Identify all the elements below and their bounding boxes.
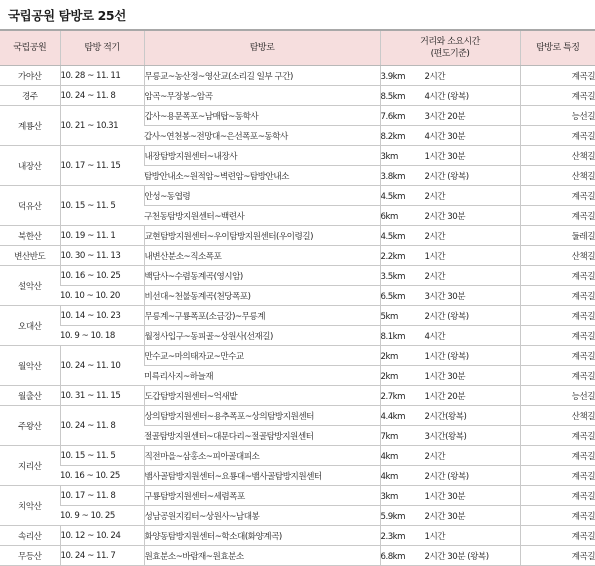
table-row	[0, 186, 595, 206]
distance-cell	[380, 506, 520, 526]
feature-cell: 계곡길	[520, 426, 595, 446]
distance-cell	[380, 446, 520, 466]
distance-km: 3.8km	[380, 171, 406, 182]
duration-time: 1시간 30분	[424, 371, 466, 382]
distance-km: 2km	[380, 371, 398, 382]
trail-table	[0, 31, 595, 566]
duration-time: 2시간 (왕복)	[424, 311, 469, 322]
period-cell: 10. 15 ~ 11. 5	[60, 446, 144, 466]
distance-cell	[380, 166, 520, 186]
distance-cell	[380, 366, 520, 386]
park-name-cell: 오대산	[0, 306, 60, 346]
period-cell: 10. 21 ~ 10.31	[60, 106, 144, 146]
distance-cell	[380, 486, 520, 506]
distance-km: 2.3km	[380, 531, 406, 542]
table-row	[0, 226, 595, 246]
table-row	[0, 446, 595, 466]
feature-cell: 계곡길	[520, 86, 595, 106]
distance-km: 4.4km	[380, 411, 406, 422]
route-cell: 내장탐방지원센터~내장사	[144, 146, 380, 166]
distance-cell	[380, 306, 520, 326]
distance-km: 4.5km	[380, 191, 406, 202]
route-cell: 무릉계~구룡폭포(소금강)~무릉계	[144, 306, 380, 326]
distance-cell	[380, 186, 520, 206]
distance-km: 6km	[380, 211, 398, 222]
distance-km: 8.2km	[380, 131, 406, 142]
duration-time: 3시간 20분	[424, 111, 466, 122]
distance-km: 7.6km	[380, 111, 406, 122]
route-cell: 성남공원지킴터~상원사~남대봉	[144, 506, 380, 526]
duration-time: 4시간 (왕복)	[424, 91, 469, 102]
park-name-cell: 월악산	[0, 346, 60, 386]
distance-km: 8.5km	[380, 91, 406, 102]
distance-cell	[380, 346, 520, 366]
feature-cell: 계곡길	[520, 546, 595, 566]
route-cell: 무릉교~농산정~영산교(소리길 일부 구간)	[144, 66, 380, 86]
distance-km: 2km	[380, 351, 398, 362]
feature-cell: 능선길	[520, 386, 595, 406]
route-cell: 갑사~연천봉~전망대~은선폭포~동학사	[144, 126, 380, 146]
feature-cell: 계곡길	[520, 266, 595, 286]
distance-km: 3km	[380, 151, 398, 162]
distance-cell	[380, 466, 520, 486]
route-cell: 상의탐방지원센터~용추폭포~상의탐방지원센터	[144, 406, 380, 426]
table-row	[0, 66, 595, 86]
duration-time: 2시간 30분 (왕복)	[424, 551, 489, 562]
park-name-cell: 치악산	[0, 486, 60, 526]
park-name-cell: 주왕산	[0, 406, 60, 446]
period-cell: 10. 19 ~ 11. 1	[60, 226, 144, 246]
distance-km: 3km	[380, 491, 398, 502]
route-cell: 탐방안내소~원적암~벽련암~탐방안내소	[144, 166, 380, 186]
route-cell: 원효분소~바람재~원효분소	[144, 546, 380, 566]
header-distance-line2: (편도기준)	[430, 49, 470, 59]
distance-cell	[380, 246, 520, 266]
table-row	[0, 466, 595, 486]
feature-cell: 계곡길	[520, 466, 595, 486]
park-name-cell: 설악산	[0, 266, 60, 306]
duration-time: 2시간	[424, 71, 446, 82]
period-cell: 10. 24 ~ 11. 10	[60, 346, 144, 386]
duration-time: 1시간 30분	[424, 491, 466, 502]
table-row	[0, 506, 595, 526]
period-cell: 10. 28 ~ 11. 11	[60, 66, 144, 86]
period-cell: 10. 10 ~ 10. 20	[60, 286, 144, 306]
distance-km: 5.9km	[380, 511, 406, 522]
feature-cell: 계곡길	[520, 286, 595, 306]
period-cell: 10. 24 ~ 11. 8	[60, 406, 144, 446]
park-name-cell: 내장산	[0, 146, 60, 186]
feature-cell: 계곡길	[520, 206, 595, 226]
duration-time: 1시간 30분	[424, 151, 466, 162]
feature-cell: 계곡길	[520, 346, 595, 366]
feature-cell: 둘레길	[520, 226, 595, 246]
feature-cell: 계곡길	[520, 366, 595, 386]
distance-km: 6.5km	[380, 291, 406, 302]
period-cell: 10. 9 ~ 10. 25	[60, 506, 144, 526]
period-cell: 10. 17 ~ 11. 15	[60, 146, 144, 186]
duration-time: 4시간	[424, 331, 446, 342]
header-distance	[380, 31, 520, 66]
route-cell: 안성~동엽령	[144, 186, 380, 206]
distance-km: 5km	[380, 311, 398, 322]
distance-km: 8.1km	[380, 331, 406, 342]
duration-time: 2시간	[424, 231, 446, 242]
route-cell: 비선대~천불동계곡(천당폭포)	[144, 286, 380, 306]
distance-cell	[380, 526, 520, 546]
park-name-cell: 지리산	[0, 446, 60, 486]
duration-time: 1시간 (왕복)	[424, 351, 469, 362]
feature-cell: 계곡길	[520, 506, 595, 526]
park-name-cell: 북한산	[0, 226, 60, 246]
park-name-cell: 덕유산	[0, 186, 60, 226]
period-cell: 10. 14 ~ 10. 23	[60, 306, 144, 326]
feature-cell: 계곡길	[520, 326, 595, 346]
feature-cell: 산책길	[520, 146, 595, 166]
distance-cell	[380, 406, 520, 426]
feature-cell: 산책길	[520, 406, 595, 426]
duration-time: 1시간	[424, 251, 446, 262]
distance-cell	[380, 286, 520, 306]
park-name-cell: 가야산	[0, 66, 60, 86]
table-row	[0, 266, 595, 286]
duration-time: 1시간 20분	[424, 391, 466, 402]
distance-km: 2.2km	[380, 251, 406, 262]
route-cell: 교현탐방지원센터~우이탐방지원센터(우이령길)	[144, 226, 380, 246]
distance-km: 6.8km	[380, 551, 406, 562]
table-header-row	[0, 31, 595, 66]
route-cell: 뱀사골탐방지원센터~요룡대~뱀사골탐방지원센터	[144, 466, 380, 486]
period-cell: 10. 30 ~ 11. 13	[60, 246, 144, 266]
duration-time: 2시간	[424, 191, 446, 202]
distance-cell	[380, 126, 520, 146]
distance-cell	[380, 386, 520, 406]
route-cell: 암곡~무장봉~암곡	[144, 86, 380, 106]
feature-cell: 계곡길	[520, 526, 595, 546]
period-cell: 10. 9 ~ 10. 18	[60, 326, 144, 346]
park-name-cell: 경주	[0, 86, 60, 106]
duration-time: 2시간	[424, 451, 446, 462]
route-cell: 내변산분소~직소폭포	[144, 246, 380, 266]
header-feature: 탐방로 특징	[520, 31, 595, 66]
table-row	[0, 346, 595, 366]
distance-cell	[380, 546, 520, 566]
route-cell: 구천동탐방지원센터~백련사	[144, 206, 380, 226]
park-name-cell: 월출산	[0, 386, 60, 406]
duration-time: 4시간 30분	[424, 131, 466, 142]
distance-cell	[380, 146, 520, 166]
route-cell: 구룡탐방지원센터~세렴폭포	[144, 486, 380, 506]
distance-cell	[380, 266, 520, 286]
header-park: 국립공원	[0, 31, 60, 66]
distance-km: 2.7km	[380, 391, 406, 402]
table-row	[0, 546, 595, 566]
page-title: 국립공원 탐방로 25선	[8, 8, 126, 23]
park-name-cell: 속리산	[0, 526, 60, 546]
park-name-cell: 무등산	[0, 546, 60, 566]
route-cell: 월정사입구~동피골~상원사(선재길)	[144, 326, 380, 346]
route-cell: 미륵리사지~하늘재	[144, 366, 380, 386]
park-name-cell: 계룡산	[0, 106, 60, 146]
distance-km: 4km	[380, 451, 398, 462]
header-period: 탐방 적기	[60, 31, 144, 66]
distance-cell	[380, 86, 520, 106]
distance-cell	[380, 106, 520, 126]
period-cell: 10. 24 ~ 11. 8	[60, 86, 144, 106]
table-row	[0, 526, 595, 546]
distance-cell	[380, 66, 520, 86]
feature-cell: 계곡길	[520, 486, 595, 506]
header-route: 탐방로	[144, 31, 380, 66]
distance-km: 4.5km	[380, 231, 406, 242]
duration-time: 2시간 (왕복)	[424, 471, 469, 482]
distance-km: 7km	[380, 431, 398, 442]
period-cell: 10. 15 ~ 11. 5	[60, 186, 144, 226]
park-name-cell: 변산반도	[0, 246, 60, 266]
route-cell: 직전마을~삼홍소~피아골대피소	[144, 446, 380, 466]
distance-cell	[380, 326, 520, 346]
feature-cell: 산책길	[520, 166, 595, 186]
duration-time: 1시간	[424, 531, 446, 542]
feature-cell: 계곡길	[520, 186, 595, 206]
route-cell: 도갑탐방지원센터~억새밭	[144, 386, 380, 406]
feature-cell: 계곡길	[520, 446, 595, 466]
table-row	[0, 86, 595, 106]
feature-cell: 계곡길	[520, 126, 595, 146]
period-cell: 10. 16 ~ 10. 25	[60, 466, 144, 486]
feature-cell: 능선길	[520, 106, 595, 126]
period-cell: 10. 24 ~ 11. 7	[60, 546, 144, 566]
distance-km: 3.9km	[380, 71, 406, 82]
route-cell: 화양동탐방지원센터~학소대(화양계곡)	[144, 526, 380, 546]
period-cell: 10. 16 ~ 10. 25	[60, 266, 144, 286]
route-cell: 만수교~마의태자교~만수교	[144, 346, 380, 366]
duration-time: 2시간 30분	[424, 211, 466, 222]
distance-cell	[380, 226, 520, 246]
duration-time: 3시간(왕복)	[424, 431, 467, 442]
table-body	[0, 66, 595, 566]
distance-km: 4km	[380, 471, 398, 482]
route-cell: 절골탐방지원센터~대문다리~절골탐방지원센터	[144, 426, 380, 446]
duration-time: 2시간 (왕복)	[424, 171, 469, 182]
table-row	[0, 146, 595, 166]
period-cell: 10. 31 ~ 11. 15	[60, 386, 144, 406]
table-row	[0, 286, 595, 306]
distance-cell	[380, 426, 520, 446]
table-row	[0, 486, 595, 506]
table-row	[0, 306, 595, 326]
period-cell: 10. 12 ~ 10. 24	[60, 526, 144, 546]
feature-cell: 계곡길	[520, 66, 595, 86]
table-row	[0, 326, 595, 346]
distance-cell	[380, 206, 520, 226]
table-row	[0, 406, 595, 426]
duration-time: 2시간	[424, 271, 446, 282]
route-cell: 갑사~용문폭포~남매탑~동학사	[144, 106, 380, 126]
distance-km: 3.5km	[380, 271, 406, 282]
duration-time: 2시간(왕복)	[424, 411, 467, 422]
duration-time: 2시간 30분	[424, 511, 466, 522]
route-cell: 백담사~수렴동계곡(영시암)	[144, 266, 380, 286]
table-row	[0, 386, 595, 406]
table-row	[0, 246, 595, 266]
period-cell: 10. 17 ~ 11. 8	[60, 486, 144, 506]
feature-cell: 계곡길	[520, 306, 595, 326]
duration-time: 3시간 30분	[424, 291, 466, 302]
table-row	[0, 106, 595, 126]
feature-cell: 산책길	[520, 246, 595, 266]
header-distance-line1: 거리와 소요시간	[420, 37, 480, 47]
